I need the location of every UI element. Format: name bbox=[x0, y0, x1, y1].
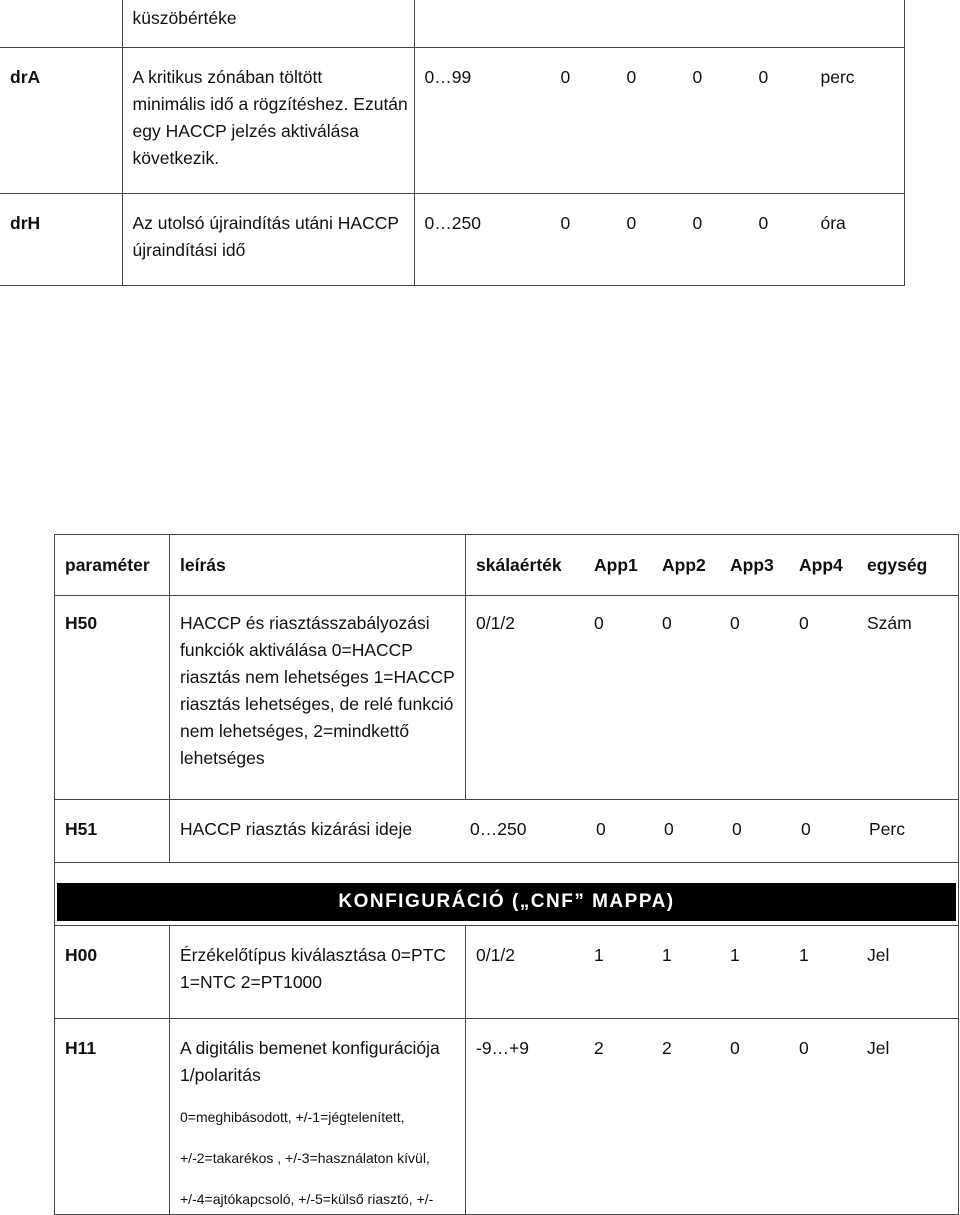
description-line: újraindítási idő bbox=[132, 240, 246, 260]
param-code bbox=[55, 800, 170, 863]
app4-value: 0 bbox=[801, 819, 811, 839]
values-cell bbox=[414, 194, 904, 286]
table-header-row bbox=[55, 535, 959, 596]
values-cell bbox=[466, 1019, 959, 1215]
app2-value: 0 bbox=[664, 819, 674, 839]
scale-value: 0/1/2 bbox=[476, 945, 515, 965]
values-cell bbox=[466, 596, 959, 800]
app1-value: 0 bbox=[596, 819, 606, 839]
header-values bbox=[466, 535, 959, 596]
app4-value: 0 bbox=[799, 613, 809, 633]
description-cell bbox=[170, 1019, 466, 1215]
app3-value: 0 bbox=[730, 1038, 740, 1058]
app3-value: 0 bbox=[692, 213, 703, 233]
header-desc: leírás bbox=[170, 535, 466, 596]
values-cell bbox=[466, 926, 959, 1019]
table-row bbox=[55, 596, 959, 800]
description-cell bbox=[170, 596, 466, 800]
param-code bbox=[0, 48, 122, 194]
param-code-text: H50 bbox=[65, 613, 98, 633]
app1-value: 0 bbox=[560, 67, 571, 87]
description-line: Érzékelőtípus kiválasztása 0=PTC bbox=[180, 945, 447, 965]
unit-value: Szám bbox=[867, 613, 912, 633]
description-cell bbox=[122, 194, 414, 286]
scale-value: 0/1/2 bbox=[476, 613, 515, 633]
description-cell bbox=[122, 0, 414, 48]
top-parameter-table bbox=[0, 0, 905, 286]
app1-value: 2 bbox=[594, 1038, 604, 1058]
param-code bbox=[55, 1019, 170, 1215]
app4-value: 0 bbox=[758, 67, 769, 87]
app3-value: 0 bbox=[730, 613, 740, 633]
section-title: KONFIGURÁCIÓ („CNF” MAPPA) bbox=[57, 883, 956, 921]
description-note: +/-2=takarékos , +/-3=használaton kívül, bbox=[180, 1150, 430, 1166]
table-row bbox=[0, 194, 904, 286]
scale-value: 0…99 bbox=[424, 67, 472, 87]
param-code-text: H51 bbox=[65, 819, 98, 839]
main-parameter-table bbox=[54, 534, 959, 1215]
values-cell bbox=[414, 48, 904, 194]
table-row bbox=[55, 1019, 959, 1215]
header-app3: App3 bbox=[730, 554, 774, 575]
description-line: A kritikus zónában töltött bbox=[132, 67, 323, 87]
description-line: következik. bbox=[132, 148, 220, 168]
app1-value: 0 bbox=[594, 613, 604, 633]
description-line: Az utolsó újraindítás utáni HACCP bbox=[132, 213, 400, 233]
app2-value: 0 bbox=[662, 613, 672, 633]
app2-value: 0 bbox=[626, 213, 637, 233]
description-note: 0=meghibásodott, +/-1=jégtelenített, bbox=[180, 1109, 405, 1125]
app2-value: 1 bbox=[662, 945, 672, 965]
param-code bbox=[55, 926, 170, 1019]
description-line: minimális idő a rögzítéshez. Ezután bbox=[132, 94, 408, 114]
table-row bbox=[0, 0, 904, 48]
scale-value: 0…250 bbox=[424, 213, 481, 233]
app4-value: 0 bbox=[799, 1038, 809, 1058]
description-line: egy HACCP jelzés aktiválása bbox=[132, 121, 359, 141]
combined-cell bbox=[170, 800, 959, 863]
app4-value: 1 bbox=[799, 945, 809, 965]
header-app2: App2 bbox=[662, 554, 706, 575]
scale-value: 0…250 bbox=[470, 819, 527, 839]
header-unit: egység bbox=[867, 554, 928, 575]
param-code bbox=[55, 596, 170, 800]
header-app4: App4 bbox=[799, 554, 843, 575]
unit-value: perc bbox=[820, 67, 855, 87]
app3-value: 0 bbox=[692, 67, 703, 87]
description-line: A digitális bemenet konfigurációja bbox=[180, 1038, 440, 1058]
description-text: HACCP riasztás kizárási ideje bbox=[180, 819, 413, 839]
description-line: küszöbértéke bbox=[132, 8, 237, 28]
header-app1: App1 bbox=[594, 554, 638, 575]
description-line: riasztás nem lehetséges 1=HACCP bbox=[180, 667, 455, 687]
param-code-text: H00 bbox=[65, 945, 98, 965]
header-param: paraméter bbox=[55, 535, 170, 596]
description-line: 1/polaritás bbox=[180, 1065, 261, 1085]
description-line: funkciók aktiválása 0=HACCP bbox=[180, 640, 413, 660]
table-row bbox=[0, 48, 904, 194]
param-code-text: drH bbox=[10, 213, 41, 233]
app3-value: 1 bbox=[730, 945, 740, 965]
table-row bbox=[55, 800, 959, 863]
app1-value: 1 bbox=[594, 945, 604, 965]
description-line: HACCP és riasztásszabályozási bbox=[180, 613, 430, 633]
app2-value: 0 bbox=[626, 67, 637, 87]
app4-value: 0 bbox=[758, 213, 769, 233]
description-line: 1=NTC 2=PT1000 bbox=[180, 972, 323, 992]
description-note: +/-4=ajtókapcsoló, +/-5=külső riasztó, +/- bbox=[180, 1191, 434, 1207]
param-code-text: drA bbox=[10, 67, 41, 87]
description-cell bbox=[170, 926, 466, 1019]
scale-value: -9…+9 bbox=[476, 1038, 530, 1058]
description-line: nem lehetséges, 2=mindkettő bbox=[180, 721, 410, 741]
param-code bbox=[0, 194, 122, 286]
app2-value: 2 bbox=[662, 1038, 672, 1058]
section-row bbox=[55, 863, 959, 926]
unit-value: Perc bbox=[869, 819, 905, 839]
unit-value: Jel bbox=[867, 945, 890, 965]
param-code-text: H11 bbox=[65, 1038, 97, 1058]
app3-value: 0 bbox=[732, 819, 742, 839]
description-line: lehetséges bbox=[180, 748, 265, 768]
unit-value: Jel bbox=[867, 1038, 890, 1058]
table-row bbox=[55, 926, 959, 1019]
description-line: riasztás lehetséges, de relé funkció bbox=[180, 694, 454, 714]
header-scale: skálaérték bbox=[476, 554, 562, 575]
description-cell bbox=[122, 48, 414, 194]
unit-value: óra bbox=[820, 213, 846, 233]
app1-value: 0 bbox=[560, 213, 571, 233]
